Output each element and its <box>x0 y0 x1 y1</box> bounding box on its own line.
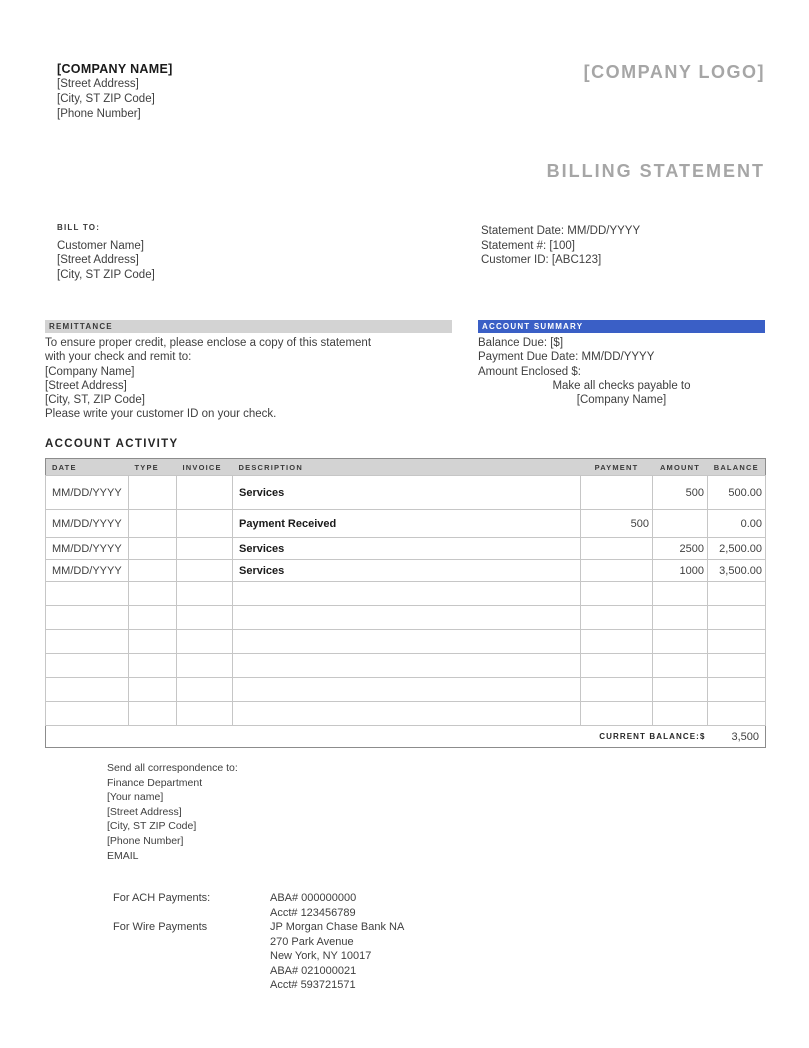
correspondence-block <box>107 761 238 863</box>
table-row <box>46 654 766 678</box>
cell-date <box>46 606 129 630</box>
cell-description <box>233 582 581 606</box>
cell-payment <box>581 702 653 726</box>
company-name: [COMPANY NAME] <box>57 62 173 76</box>
cell-payment <box>581 654 653 678</box>
cell-type <box>129 476 177 510</box>
customer-id: Customer ID: [ABC123] <box>481 254 602 266</box>
correspondence-line: Send all correspondence to: <box>107 762 238 774</box>
company-street: [Street Address] <box>57 78 139 90</box>
remittance-line: [Company Name] <box>45 365 135 378</box>
table-row <box>46 560 766 582</box>
cell-invoice <box>177 654 233 678</box>
col-header-payment: PAYMENT <box>581 459 653 476</box>
document-title: BILLING STATEMENT <box>546 161 765 181</box>
cell-description <box>233 678 581 702</box>
wire-bank-street: 270 Park Avenue <box>270 935 354 948</box>
bill-to-customer: Customer Name] <box>57 239 144 252</box>
cell-type <box>129 560 177 582</box>
cell-balance <box>708 654 766 678</box>
cell-balance <box>708 702 766 726</box>
company-logo-placeholder: [COMPANY LOGO] <box>583 62 765 82</box>
cell-payment: 500 <box>581 510 653 538</box>
table-row <box>46 538 766 560</box>
cell-date: MM/DD/YYYY <box>46 476 129 510</box>
ach-payments-label: For ACH Payments: <box>113 892 211 904</box>
cell-invoice <box>177 678 233 702</box>
remittance-line: with your check and remit to: <box>45 351 192 364</box>
cell-description: Services <box>233 538 581 560</box>
cell-payment <box>581 678 653 702</box>
remittance-line: To ensure proper credit, please enclose a copy of this statement <box>45 337 372 349</box>
bill-to-block <box>57 221 155 282</box>
bill-to-street: [Street Address] <box>57 254 139 266</box>
remittance-header: REMITTANCE <box>45 320 452 333</box>
col-header-description: DESCRIPTION <box>233 459 581 476</box>
table-row <box>46 702 766 726</box>
company-address-block <box>57 62 173 122</box>
correspondence-line: Finance Department <box>107 776 203 789</box>
col-header-invoice: INVOICE <box>177 459 233 476</box>
cell-description <box>233 606 581 630</box>
cell-balance: 3,500.00 <box>708 560 766 582</box>
cell-type <box>129 654 177 678</box>
cell-invoice <box>177 630 233 654</box>
cell-invoice <box>177 538 233 560</box>
statement-meta-block <box>481 224 640 268</box>
company-phone: [Phone Number] <box>57 108 141 120</box>
cell-description <box>233 654 581 678</box>
account-activity-title: ACCOUNT ACTIVITY <box>45 438 179 450</box>
account-summary-header: ACCOUNT SUMMARY <box>478 320 765 333</box>
correspondence-line: [Your name] <box>107 791 164 804</box>
cell-invoice <box>177 476 233 510</box>
remittance-line: Please write your customer ID on your check. <box>45 408 277 421</box>
cell-date <box>46 582 129 606</box>
payment-details-block <box>270 891 404 993</box>
cell-amount: 500 <box>653 476 708 510</box>
cell-balance: 2,500.00 <box>708 538 766 560</box>
cell-type <box>129 702 177 726</box>
cell-description: Services <box>233 560 581 582</box>
cell-amount: 2500 <box>653 538 708 560</box>
current-balance-row <box>46 726 766 748</box>
payment-due-date: Payment Due Date: MM/DD/YYYY <box>478 351 655 364</box>
wire-bank-city: New York, NY 10017 <box>270 950 372 962</box>
bill-to-label: BILL TO: <box>57 223 101 232</box>
cell-date: MM/DD/YYYY <box>46 538 129 560</box>
checks-payable-note: Make all checks payable to <box>552 379 691 392</box>
cell-payment <box>581 630 653 654</box>
cell-description: Payment Received <box>233 510 581 538</box>
cell-balance: 500.00 <box>708 476 766 510</box>
correspondence-line: [City, ST ZIP Code] <box>107 820 197 833</box>
correspondence-line: EMAIL <box>107 849 139 862</box>
wire-payments-label: For Wire Payments <box>113 921 208 933</box>
balance-due: Balance Due: [$] <box>478 337 564 349</box>
cell-invoice <box>177 702 233 726</box>
correspondence-line: [Phone Number] <box>107 834 184 847</box>
cell-invoice <box>177 582 233 606</box>
cell-type <box>129 606 177 630</box>
wire-bank-name: JP Morgan Chase Bank NA <box>270 921 405 933</box>
cell-date <box>46 678 129 702</box>
cell-description <box>233 630 581 654</box>
cell-amount <box>653 582 708 606</box>
cell-payment <box>581 582 653 606</box>
checks-payable-company: [Company Name] <box>576 394 667 407</box>
cell-payment <box>581 476 653 510</box>
current-balance-value: 3,500 <box>708 726 766 748</box>
col-header-balance: BALANCE <box>708 459 766 476</box>
col-header-date: DATE <box>46 459 129 476</box>
table-row <box>46 476 766 510</box>
cell-description: Services <box>233 476 581 510</box>
bill-to-city: [City, ST ZIP Code] <box>57 268 155 281</box>
ach-account-number: Acct# 123456789 <box>270 906 356 919</box>
cell-amount: 1000 <box>653 560 708 582</box>
cell-amount <box>653 678 708 702</box>
statement-number: Statement #: [100] <box>481 239 575 252</box>
table-row <box>46 510 766 538</box>
cell-balance: 0.00 <box>708 510 766 538</box>
col-header-type: TYPE <box>129 459 177 476</box>
table-row <box>46 606 766 630</box>
cell-type <box>129 510 177 538</box>
table-header-row <box>46 459 766 476</box>
cell-description <box>233 702 581 726</box>
cell-date: MM/DD/YYYY <box>46 510 129 538</box>
cell-payment <box>581 538 653 560</box>
cell-amount <box>653 630 708 654</box>
account-activity-table <box>45 458 766 748</box>
cell-balance <box>708 678 766 702</box>
cell-amount <box>653 510 708 538</box>
remittance-line: [City, ST, ZIP Code] <box>45 394 145 407</box>
wire-aba-number: ABA# 021000021 <box>270 964 357 977</box>
ach-aba-number: ABA# 000000000 <box>270 892 357 904</box>
cell-payment <box>581 560 653 582</box>
statement-date: Statement Date: MM/DD/YYYY <box>481 225 641 237</box>
wire-account-number: Acct# 593721571 <box>270 979 356 991</box>
cell-type <box>129 582 177 606</box>
cell-date <box>46 654 129 678</box>
table-row <box>46 630 766 654</box>
cell-payment <box>581 606 653 630</box>
cell-date <box>46 630 129 654</box>
account-summary-section <box>478 320 765 407</box>
cell-amount <box>653 702 708 726</box>
amount-enclosed: Amount Enclosed $: <box>478 365 581 378</box>
cell-invoice <box>177 560 233 582</box>
cell-type <box>129 538 177 560</box>
company-city: [City, ST ZIP Code] <box>57 93 155 105</box>
remittance-line: [Street Address] <box>45 379 127 392</box>
cell-invoice <box>177 510 233 538</box>
cell-amount <box>653 654 708 678</box>
table-row <box>46 678 766 702</box>
cell-type <box>129 678 177 702</box>
cell-date <box>46 702 129 726</box>
cell-date: MM/DD/YYYY <box>46 560 129 582</box>
remittance-section <box>45 320 452 422</box>
correspondence-line: [Street Address] <box>107 805 182 818</box>
cell-invoice <box>177 606 233 630</box>
col-header-amount: AMOUNT <box>653 459 708 476</box>
cell-balance <box>708 630 766 654</box>
cell-amount <box>653 606 708 630</box>
cell-balance <box>708 582 766 606</box>
cell-type <box>129 630 177 654</box>
current-balance-label: CURRENT BALANCE:$ <box>46 726 708 748</box>
table-row <box>46 582 766 606</box>
cell-balance <box>708 606 766 630</box>
